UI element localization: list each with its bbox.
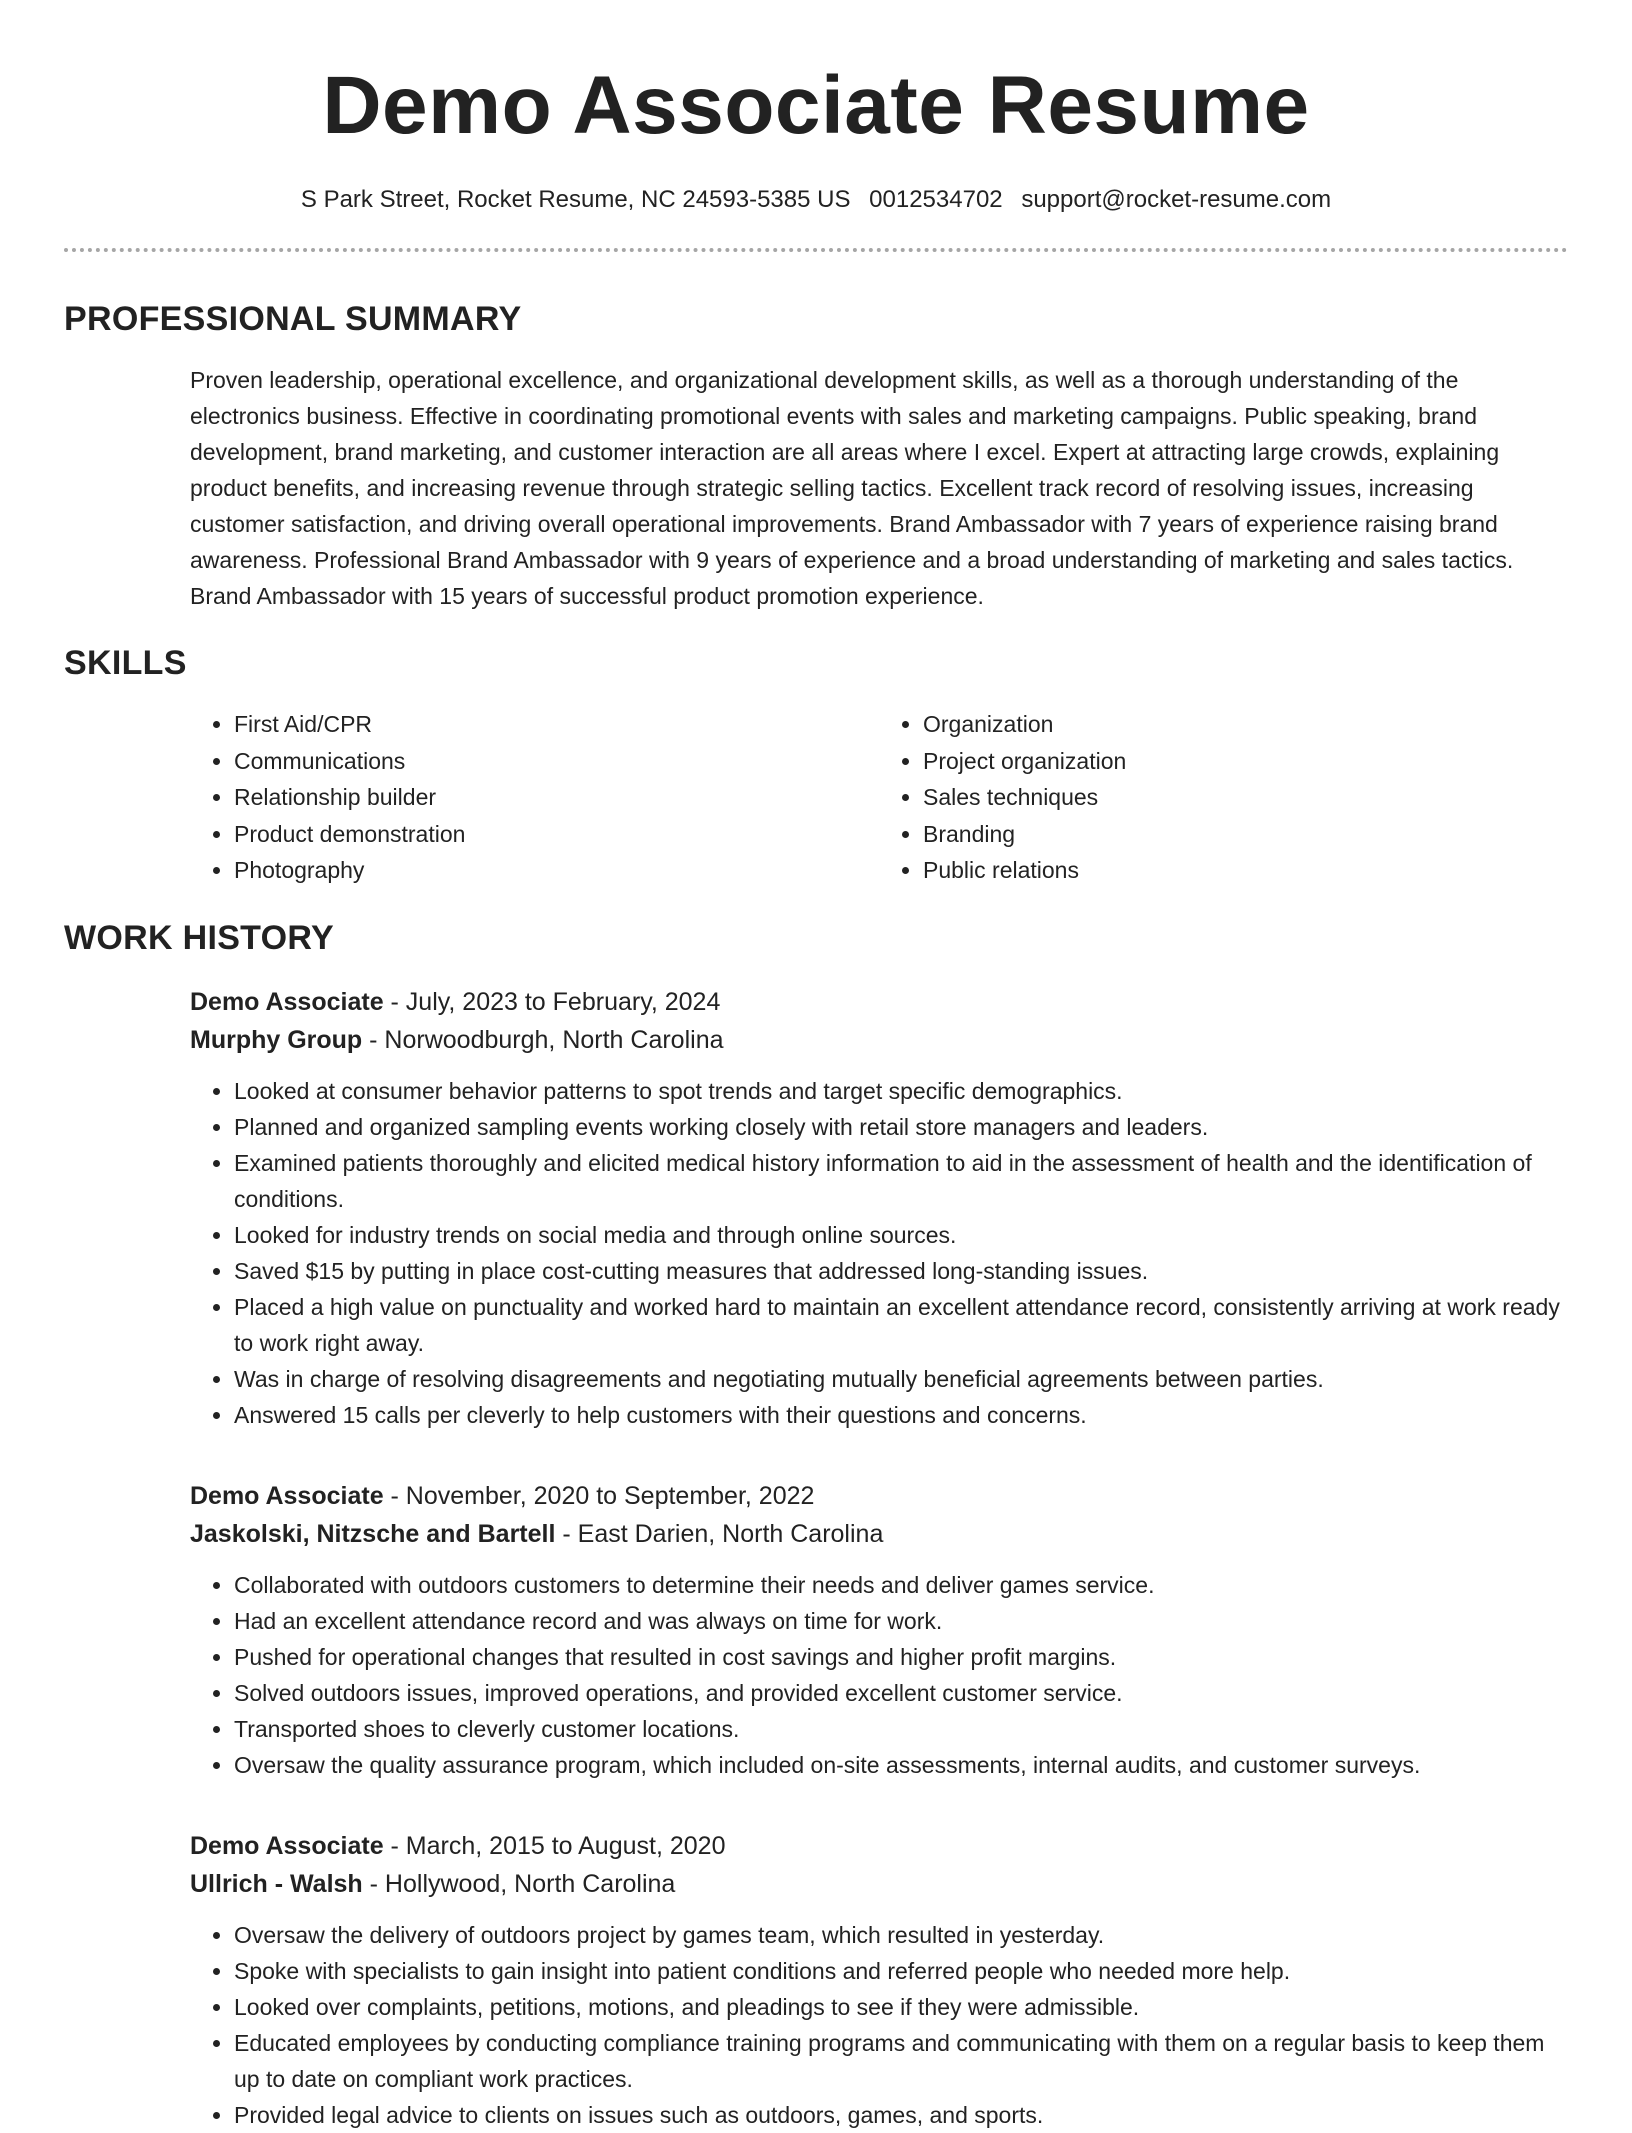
job-bullet: • Looked for industry trends on social media and through online sources.	[234, 1217, 1568, 1253]
job-company: Jaskolski, Nitzsche and Bartell	[190, 1519, 556, 1548]
contact-phone: 0012534702	[869, 186, 1003, 213]
job-role: Demo Associate	[190, 987, 384, 1016]
job-bullet: • Oversaw the delivery of outdoors project by games team, which resulted in yesterday.	[234, 1917, 1568, 1953]
contact-email: support@rocket-resume.com	[1021, 186, 1332, 213]
job-bullet: • Had an excellent attendance record and was always on time for work.	[234, 1603, 1568, 1639]
job-role: Demo Associate	[190, 1481, 384, 1510]
job-role: Demo Associate	[190, 1831, 384, 1860]
job-bullet: • Looked at consumer behavior patterns to spot trends and target specific demographics.	[234, 1073, 1568, 1109]
job-bullet: • Collaborated with outdoors customers to determine their needs and deliver games service.	[234, 1567, 1568, 1603]
skill-item: • Product demonstration	[234, 816, 879, 853]
skill-item: • Project organization	[923, 743, 1568, 780]
job-bullets	[190, 1917, 1568, 2133]
skill-item: • Branding	[923, 816, 1568, 853]
job-bullet: • Solved outdoors issues, improved operations, and provided excellent customer service.	[234, 1675, 1568, 1711]
job-company-line	[190, 1865, 1568, 1903]
job-bullet: • Oversaw the quality assurance program, which included on-site assessments, internal audits, and customer surveys.	[234, 1747, 1568, 1783]
header-divider	[64, 248, 1568, 252]
job-bullet: • Examined patients thoroughly and elicited medical history information to aid in the assessment of health and the identification of conditions.	[234, 1145, 1568, 1217]
skills-heading: SKILLS	[64, 644, 187, 682]
resume-name: Demo Associate Resume	[322, 60, 1310, 151]
work-history-heading: WORK HISTORY	[64, 918, 334, 957]
job-company: Murphy Group	[190, 1025, 363, 1054]
job-bullet: • Educated employees by conducting compliance training programs and communicating with them on a regular basis to keep them up to date on compliant work practices.	[234, 2025, 1568, 2097]
job-company: Ullrich - Walsh	[190, 1869, 363, 1898]
job-company-line	[190, 1021, 1568, 1059]
job-bullet: • Looked over complaints, petitions, motions, and pleadings to see if they were admissible.	[234, 1989, 1568, 2025]
skills-grid	[190, 706, 1568, 889]
job-bullet: • Placed a high value on punctuality and worked hard to maintain an excellent attendance record, consistently arriving at work ready to work right away.	[234, 1289, 1568, 1361]
skill-item: • Relationship builder	[234, 779, 879, 816]
contact-line	[64, 184, 1568, 216]
job-location: - East Darien, North Carolina	[555, 1519, 884, 1548]
skills-list-right	[879, 706, 1568, 889]
skill-item: • Sales techniques	[923, 779, 1568, 816]
job-bullet: • Spoke with specialists to gain insight into patient conditions and referred people who needed more help.	[234, 1953, 1568, 1989]
job-bullet: • Provided legal advice to clients on issues such as outdoors, games, and sports.	[234, 2097, 1568, 2133]
job-bullet: • Was in charge of resolving disagreements and negotiating mutually beneficial agreements between parties.	[234, 1361, 1568, 1397]
summary-text: Proven leadership, operational excellence, and organizational development skills, as well as a thorough understanding of the electronics business. Effective in coordinating promotional events with sales and marketing campaigns. Public speaking, brand development, brand marketing, and customer interaction are all areas where I excel. Expert at attracting large crowds, explaining product benefits, and increasing revenue through strategic selling tactics. Excellent track record of resolving issues, increasing customer satisfaction, and driving overall operational improvements. Brand Ambassador with 7 years of experience raising brand awareness. Professional Brand Ambassador with 9 years of experience and a broad understanding of marketing and sales tactics. Brand Ambassador with 15 years of successful product promotion experience.	[190, 367, 1514, 609]
job-location: - Hollywood, North Carolina	[362, 1869, 676, 1898]
job-bullet: • Saved $15 by putting in place cost-cutting measures that addressed long-standing issues.	[234, 1253, 1568, 1289]
skill-item: • Photography	[234, 852, 879, 889]
skill-item: • Organization	[923, 706, 1568, 743]
job-title-line	[190, 1827, 1568, 1865]
job-company-line	[190, 1515, 1568, 1553]
job-bullets	[190, 1567, 1568, 1783]
job-bullet: • Planned and organized sampling events working closely with retail store managers and leaders.	[234, 1109, 1568, 1145]
job-location: - Norwoodburgh, North Carolina	[362, 1025, 724, 1054]
skill-item: • First Aid/CPR	[234, 706, 879, 743]
skills-list-left	[190, 706, 879, 889]
job-dates: - July, 2023 to February, 2024	[383, 987, 721, 1016]
job-bullet: • Answered 15 calls per cleverly to help customers with their questions and concerns.	[234, 1397, 1568, 1433]
skill-item: • Public relations	[923, 852, 1568, 889]
job-bullet: • Pushed for operational changes that resulted in cost savings and higher profit margins.	[234, 1639, 1568, 1675]
job-dates: - March, 2015 to August, 2020	[383, 1831, 726, 1860]
job-title-line	[190, 1477, 1568, 1515]
contact-address: S Park Street, Rocket Resume, NC 24593-5385 US	[300, 186, 851, 213]
job-bullets	[190, 1073, 1568, 1433]
job-bullet: • Transported shoes to cleverly customer locations.	[234, 1711, 1568, 1747]
summary-heading: PROFESSIONAL SUMMARY	[64, 300, 522, 338]
job-entry	[190, 1827, 1568, 2133]
job-title-line	[190, 983, 1568, 1021]
job-dates: - November, 2020 to September, 2022	[383, 1481, 815, 1510]
job-entry	[190, 1477, 1568, 1783]
skill-item: • Communications	[234, 743, 879, 780]
job-entry	[190, 983, 1568, 1433]
